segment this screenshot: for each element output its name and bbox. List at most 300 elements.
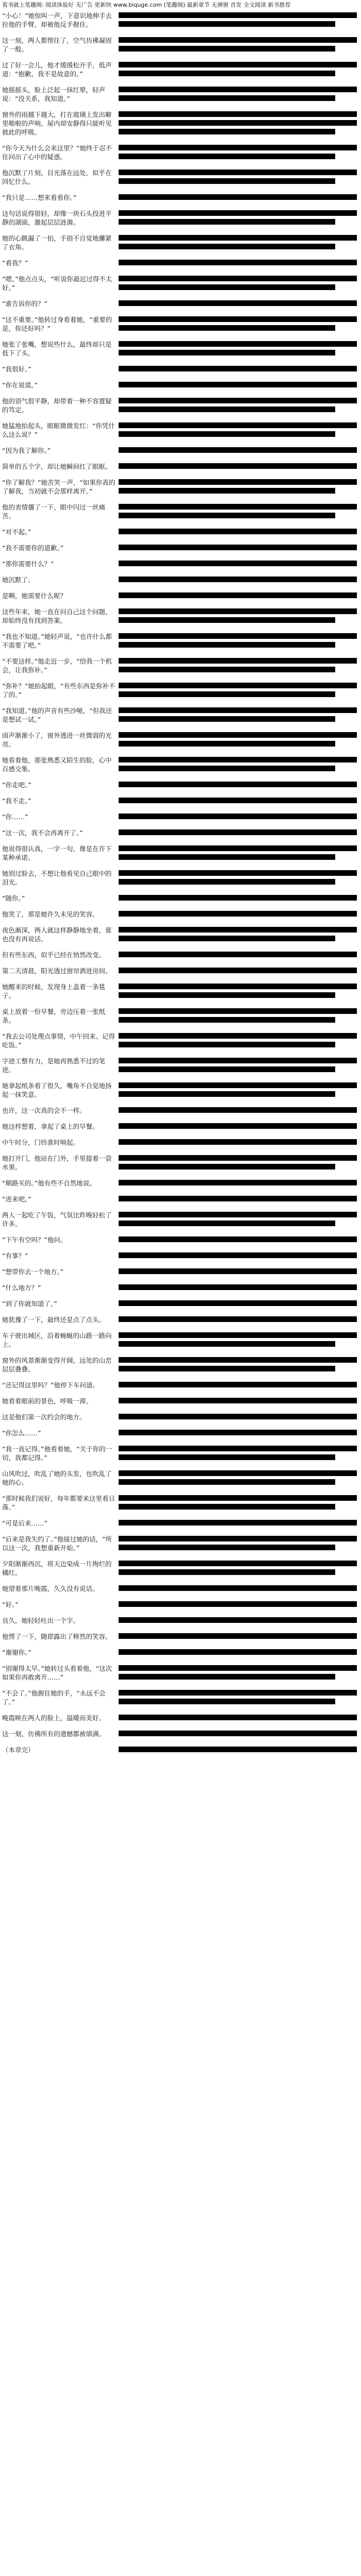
redaction-bar [119, 12, 357, 18]
redaction-bar [119, 154, 335, 159]
paragraph-text-column [2, 1299, 119, 1315]
paragraph: “好。” [2, 1601, 19, 1608]
redacted-block [119, 910, 361, 926]
paragraph-text-column [2, 1057, 119, 1081]
paragraph-row [0, 1267, 361, 1283]
redacted-block [119, 844, 361, 869]
paragraph-row [0, 1616, 361, 1632]
redaction-bar [119, 145, 357, 150]
paragraph-row [0, 1397, 361, 1413]
paragraph-row [0, 340, 361, 365]
redaction-bar [119, 608, 357, 614]
redacted-block [119, 478, 361, 503]
redaction-bar [119, 37, 357, 43]
redaction-bar [119, 1504, 335, 1510]
paragraph-row [0, 397, 361, 421]
redacted-block [119, 1560, 361, 1584]
paragraph: 良久，她轻轻吐出一个字。 [2, 1617, 80, 1624]
redacted-block [119, 575, 361, 591]
paragraph-row [0, 781, 361, 796]
paragraph-row [0, 86, 361, 110]
redaction-bar [119, 87, 357, 92]
paragraph: 他的语气很平静，却带着一种不容置疑的笃定。 [2, 397, 112, 414]
paragraph-text-column [2, 910, 119, 926]
paragraph-row [0, 1560, 361, 1584]
redaction-bar [119, 642, 335, 648]
paragraph-text-column [2, 982, 119, 1007]
paragraph-text-column [2, 1632, 119, 1648]
redacted-block [119, 168, 361, 193]
paragraph-text-column [2, 1648, 119, 1664]
paragraph-text-column [2, 828, 119, 844]
paragraph-row [0, 110, 361, 144]
paragraph-row [0, 1730, 361, 1745]
redacted-block [119, 756, 361, 781]
paragraph: 简单的五个字，却让她瞬间红了眼眶。 [2, 463, 112, 470]
redacted-block [119, 1331, 361, 1356]
paragraph-row [0, 1519, 361, 1535]
paragraph-row [0, 844, 361, 869]
redaction-bar [119, 1747, 357, 1752]
redaction-bar [119, 210, 357, 216]
redaction-bar [119, 1561, 357, 1566]
redaction-bar [119, 798, 357, 803]
paragraph-text-column [2, 315, 119, 340]
paragraph: “我也不知道。”她轻声说，“也许什么都不需要了吧。” [2, 633, 112, 649]
redacted-block [119, 11, 361, 36]
redaction-bar [119, 757, 357, 762]
redacted-block [119, 61, 361, 86]
redaction-bar [119, 617, 335, 623]
redacted-block [119, 869, 361, 894]
paragraph: 她醒来的时候，发现身上盖着一条毯子。 [2, 983, 106, 999]
paragraph-text-column [2, 193, 119, 209]
paragraph: 她猛地抬起头，眼眶微微发红：“你凭什么这么说？” [2, 422, 115, 438]
paragraph-text-column [2, 1211, 119, 1235]
redaction-bar [119, 1341, 335, 1347]
paragraph: “你……” [2, 813, 28, 821]
redaction-bar [119, 936, 335, 941]
paragraph: 她拿起纸条看了很久，嘴角不自觉地扬起一抹笑意。 [2, 1082, 112, 1098]
redacted-block [119, 259, 361, 275]
redaction-bar [119, 592, 357, 598]
paragraph-text-column [2, 1032, 119, 1057]
paragraph-text-column [2, 168, 119, 193]
redaction-bar [119, 927, 357, 933]
redaction-bar [119, 120, 357, 126]
paragraph-text-column [2, 1689, 119, 1714]
paragraph-text-column [2, 812, 119, 828]
paragraph-text-column [2, 1195, 119, 1211]
redacted-block [119, 1632, 361, 1648]
paragraph-text-column [2, 1283, 119, 1299]
redaction-bar [119, 1155, 357, 1161]
redaction-bar [119, 658, 357, 664]
redacted-block [119, 1267, 361, 1283]
paragraph: “顺路买的。”他有些不自然地说。 [2, 1179, 96, 1187]
paragraph-row [0, 1584, 361, 1600]
paragraph-row [0, 462, 361, 478]
redaction-bar [119, 633, 357, 639]
paragraph: 她打开门，他站在门外，手里提着一袋水果。 [2, 1155, 112, 1171]
redacted-block [119, 1235, 361, 1251]
paragraph-text-column [2, 1445, 119, 1469]
redaction-bar [119, 111, 357, 117]
redacted-block [119, 828, 361, 844]
redaction-bar [119, 1454, 335, 1460]
redaction-bar [119, 1139, 357, 1145]
paragraph: 中午时分，门铃准时响起。 [2, 1139, 80, 1146]
paragraph: “我去公司处理点事情，中午回来。记得吃饭。” [2, 1032, 115, 1049]
paragraph-text-column [2, 1154, 119, 1179]
paragraph-text-column [2, 365, 119, 381]
paragraph-text-column [2, 1469, 119, 1494]
paragraph: “弥补？”她抬起眼，“有些东西是弥补不了的。” [2, 682, 116, 699]
paragraph: “什么地方？” [2, 1284, 41, 1292]
paragraph: 过了好一会儿，他才缓缓松开手，低声道：“抱歉，我不是故意的。” [2, 61, 112, 78]
redaction-bar [119, 1446, 357, 1451]
paragraph-row [0, 365, 361, 381]
redaction-bar [119, 1008, 357, 1014]
paragraph: 她望着那片晚霞，久久没有说话。 [2, 1585, 99, 1592]
paragraph-text-column [2, 86, 119, 110]
paragraph-text-column [2, 1331, 119, 1356]
paragraph-row [0, 259, 361, 275]
redaction-bar [119, 732, 357, 738]
redacted-block [119, 1057, 361, 1081]
paragraph-row [0, 1632, 361, 1648]
paragraph-row [0, 575, 361, 591]
redaction-bar [119, 716, 335, 722]
paragraph-text-column [2, 503, 119, 528]
paragraph-row [0, 528, 361, 544]
paragraph: “小心！”她惊叫一声，下意识地伸手去拉他的手臂，却被他反手握住。 [2, 12, 112, 28]
redacted-block [119, 607, 361, 632]
redaction-bar [119, 1382, 357, 1387]
redaction-bar [119, 1398, 357, 1403]
paragraph-row [0, 1235, 361, 1251]
redaction-bar [119, 1107, 357, 1113]
paragraph-text-column [2, 1122, 119, 1138]
redaction-bar [119, 463, 357, 469]
paragraph: “因为我了解你。” [2, 447, 51, 454]
paragraph-row [0, 967, 361, 982]
redaction-bar [119, 1212, 357, 1217]
paragraph-row [0, 1429, 361, 1445]
paragraph: 桌上放着一份早餐，旁边压着一张纸条。 [2, 1008, 106, 1024]
paragraph-text-column [2, 1745, 119, 1761]
redaction-bar [119, 1601, 357, 1607]
paragraph-row [0, 894, 361, 910]
redacted-block [119, 397, 361, 421]
redacted-block [119, 1179, 361, 1195]
paragraph-text-column [2, 61, 119, 86]
paragraph-row [0, 1381, 361, 1397]
redacted-block [119, 796, 361, 812]
paragraph-row [0, 1648, 361, 1664]
paragraph: 窗外的风景渐渐变得开阔，远处的山峦层层叠叠。 [2, 1357, 112, 1373]
paragraph: “不会了。”他握住她的手，“永远不会了。” [2, 1689, 106, 1706]
redacted-block [119, 560, 361, 575]
redaction-bar [119, 513, 335, 518]
redaction-bar [119, 1058, 357, 1063]
paragraph-text-column [2, 1535, 119, 1560]
paragraph-text-column [2, 299, 119, 315]
redaction-bar [119, 1316, 357, 1322]
redacted-block [119, 1664, 361, 1689]
paragraph-text-column [2, 1251, 119, 1267]
paragraph: 是啊，她需要什么呢？ [2, 592, 67, 600]
paragraph: “随你。” [2, 894, 25, 902]
redaction-bar [119, 479, 357, 485]
redacted-block [119, 1648, 361, 1664]
paragraph: 她看着眼前的景色，呼吸一滞。 [2, 1397, 93, 1405]
redaction-bar [119, 829, 357, 835]
paragraph-text-column [2, 1081, 119, 1106]
redaction-bar [119, 276, 357, 281]
redacted-block [119, 1519, 361, 1535]
redaction-bar [119, 1690, 357, 1696]
paragraph-row [0, 1469, 361, 1494]
redaction-bar [119, 814, 357, 819]
redacted-block [119, 1138, 361, 1154]
paragraph-row [0, 1211, 361, 1235]
paragraph: 但有些东西，似乎已经在悄然改变。 [2, 951, 106, 959]
paragraph-text-column [2, 446, 119, 462]
paragraph-row [0, 544, 361, 560]
redacted-block [119, 1616, 361, 1632]
paragraph: 这些年来，她一直在问自己这个问题，却始终没有找到答案。 [2, 608, 112, 624]
redaction-bar [119, 300, 357, 306]
redaction-bar [119, 879, 335, 885]
paragraph-row [0, 951, 361, 967]
redaction-bar [119, 1520, 357, 1526]
redacted-block [119, 1299, 361, 1315]
paragraph-row [0, 1535, 361, 1560]
paragraph: 他的表情僵了一下，眼中闪过一丝痛苦。 [2, 503, 106, 520]
redacted-block [119, 1445, 361, 1469]
paragraph-text-column [2, 1267, 119, 1283]
paragraph-text-column [2, 607, 119, 632]
redacted-block [119, 1397, 361, 1413]
paragraph: 两人一起吃了午饭，气氛比昨晚轻松了许多。 [2, 1211, 112, 1228]
redaction-bar [119, 984, 357, 989]
paragraph-text-column [2, 575, 119, 591]
redacted-block [119, 1356, 361, 1381]
paragraph: 她摇摇头，脸上泛起一抹红晕，轻声说：“没关系，我知道。” [2, 86, 106, 103]
redacted-block [119, 657, 361, 682]
redacted-block [119, 1081, 361, 1106]
paragraph-text-column [2, 682, 119, 706]
redacted-block [119, 144, 361, 168]
paragraph: 她的心跳漏了一拍，手指不自觉地攥紧了衣角。 [2, 234, 112, 251]
paragraph-text-column [2, 1315, 119, 1331]
paragraph-text-column [2, 478, 119, 503]
paragraph-text-column [2, 632, 119, 657]
paragraph-row [0, 1122, 361, 1138]
redaction-bar [119, 1196, 357, 1201]
redacted-block [119, 36, 361, 61]
paragraph: “这不重要。”他转过身看着她，“重要的是，你还好吗？” [2, 316, 112, 332]
redaction-bar [119, 1495, 357, 1501]
paragraph: 她这样想着，拿起了桌上的早餐。 [2, 1123, 99, 1130]
paragraph-text-column [2, 731, 119, 756]
paragraph-text-column [2, 11, 119, 36]
paragraph-row [0, 796, 361, 812]
redaction-bar [119, 316, 357, 322]
paragraph: 她别过脸去，不想让他看见自己眼中的泪光。 [2, 870, 112, 886]
paragraph-text-column [2, 1007, 119, 1032]
redaction-bar [119, 1082, 357, 1088]
redaction-bar [119, 62, 357, 67]
paragraph-row [0, 982, 361, 1007]
article-body [0, 11, 361, 1761]
paragraph: 夕阳渐渐西沉，将天边染成一片绚烂的橘红。 [2, 1560, 112, 1577]
redacted-block [119, 503, 361, 528]
paragraph-row [0, 756, 361, 781]
paragraph-row [0, 1664, 361, 1689]
paragraph-text-column [2, 1397, 119, 1413]
redaction-bar [119, 766, 335, 771]
paragraph: 她看着他，那张熟悉又陌生的脸，心中百感交集。 [2, 756, 112, 773]
redaction-bar [119, 1366, 335, 1371]
redacted-block [119, 1251, 361, 1267]
paragraph-text-column [2, 967, 119, 982]
redacted-block [119, 528, 361, 544]
redaction-bar [119, 1414, 357, 1419]
paragraph-text-column [2, 110, 119, 144]
redacted-block [119, 365, 361, 381]
paragraph: “那你需要什么？” [2, 560, 54, 568]
paragraph-row [0, 812, 361, 828]
paragraph-text-column [2, 844, 119, 869]
redacted-block [119, 193, 361, 209]
paragraph-row [0, 1315, 361, 1331]
redaction-bar [119, 992, 335, 998]
paragraph-row [0, 209, 361, 234]
redacted-block [119, 544, 361, 560]
paragraph-text-column [2, 1413, 119, 1429]
paragraph-row [0, 503, 361, 528]
paragraph: 这一刻，两人都愣住了，空气仿佛凝固了一般。 [2, 37, 112, 53]
redaction-bar [119, 1017, 335, 1023]
paragraph: “有事？” [2, 1252, 28, 1260]
redaction-bar [119, 71, 335, 76]
redacted-block [119, 706, 361, 731]
redaction-bar [119, 1357, 357, 1363]
paragraph-row [0, 1007, 361, 1032]
paragraph: 他笑了，那是她许久未见的笑容。 [2, 910, 99, 918]
redacted-block [119, 1315, 361, 1331]
paragraph: “我一直记得。”他看着她，“关于你的一切，我都记得。” [2, 1445, 112, 1462]
redaction-bar [119, 194, 357, 200]
redaction-bar [119, 1569, 335, 1575]
paragraph-text-column [2, 1138, 119, 1154]
paragraph: 这是他们第一次约会的地方。 [2, 1413, 86, 1421]
redaction-bar [119, 845, 357, 851]
redacted-block [119, 926, 361, 951]
redaction-bar [119, 1430, 357, 1435]
redaction-bar [119, 46, 335, 52]
paragraph-text-column [2, 234, 119, 259]
paragraph-text-column [2, 421, 119, 446]
redaction-bar [119, 1633, 357, 1639]
redaction-bar [119, 406, 335, 412]
paragraph-text-column [2, 1664, 119, 1689]
paragraph-row [0, 1714, 361, 1730]
redaction-bar [119, 1268, 357, 1274]
paragraph-text-column [2, 894, 119, 910]
redacted-block [119, 731, 361, 756]
paragraph-row [0, 1251, 361, 1267]
paragraph-text-column [2, 951, 119, 967]
redaction-bar [119, 235, 357, 241]
paragraph-text-column [2, 1730, 119, 1745]
paragraph: 他愣了一下，随即露出了释然的笑容。 [2, 1633, 112, 1640]
paragraph-row [0, 828, 361, 844]
paragraph-row [0, 869, 361, 894]
redacted-block [119, 1584, 361, 1600]
paragraph-row [0, 1283, 361, 1299]
redacted-block [119, 462, 361, 478]
redaction-bar [119, 1091, 335, 1097]
paragraph-row [0, 1081, 361, 1106]
paragraph: “可是后来……” [2, 1519, 47, 1527]
redaction-bar [119, 366, 357, 371]
redaction-bar [119, 325, 335, 331]
paragraph: “对不起。” [2, 528, 31, 536]
redacted-block [119, 381, 361, 397]
redaction-bar [119, 683, 357, 688]
paragraph-row [0, 61, 361, 86]
paragraph-text-column [2, 756, 119, 781]
redaction-bar [119, 691, 335, 697]
paragraph-text-column [2, 144, 119, 168]
paragraph-row [0, 1494, 361, 1519]
redacted-block [119, 421, 361, 446]
redacted-block [119, 1032, 361, 1057]
redacted-block [119, 1007, 361, 1032]
redacted-block [119, 1429, 361, 1445]
paragraph: “还记得这里吗？”他停下车问道。 [2, 1381, 99, 1389]
paragraph-text-column [2, 259, 119, 275]
redaction-bar [119, 1042, 335, 1047]
paragraph-text-column [2, 36, 119, 61]
paragraph-text-column [2, 462, 119, 478]
redaction-bar [119, 21, 335, 27]
paragraph-text-column [2, 781, 119, 796]
paragraph: 也许，这一次真的会不一样。 [2, 1107, 86, 1114]
redaction-bar [119, 911, 357, 917]
redaction-bar [119, 260, 357, 265]
paragraph-row [0, 1745, 361, 1761]
redacted-block [119, 632, 361, 657]
paragraph-text-column [2, 1106, 119, 1122]
page-header-watermark: 看书就上笔趣阁: 阅读体验好 无广告 更新快 www.biquge.com (笔趣阁) 最新章节 无弹窗 首发 全文阅读 新书推荐 [2, 2, 291, 8]
redacted-block [119, 1211, 361, 1235]
redaction-bar [119, 284, 335, 290]
paragraph-row [0, 11, 361, 36]
paragraph-text-column [2, 1519, 119, 1535]
redaction-bar [119, 741, 335, 747]
paragraph-text-column [2, 340, 119, 365]
paragraph: “你怎么……” [2, 1429, 41, 1437]
paragraph-text-column [2, 926, 119, 951]
redaction-bar [119, 1236, 357, 1242]
paragraph: “我只是……想来看看你。” [2, 194, 77, 201]
redacted-block [119, 982, 361, 1007]
redacted-block [119, 951, 361, 967]
